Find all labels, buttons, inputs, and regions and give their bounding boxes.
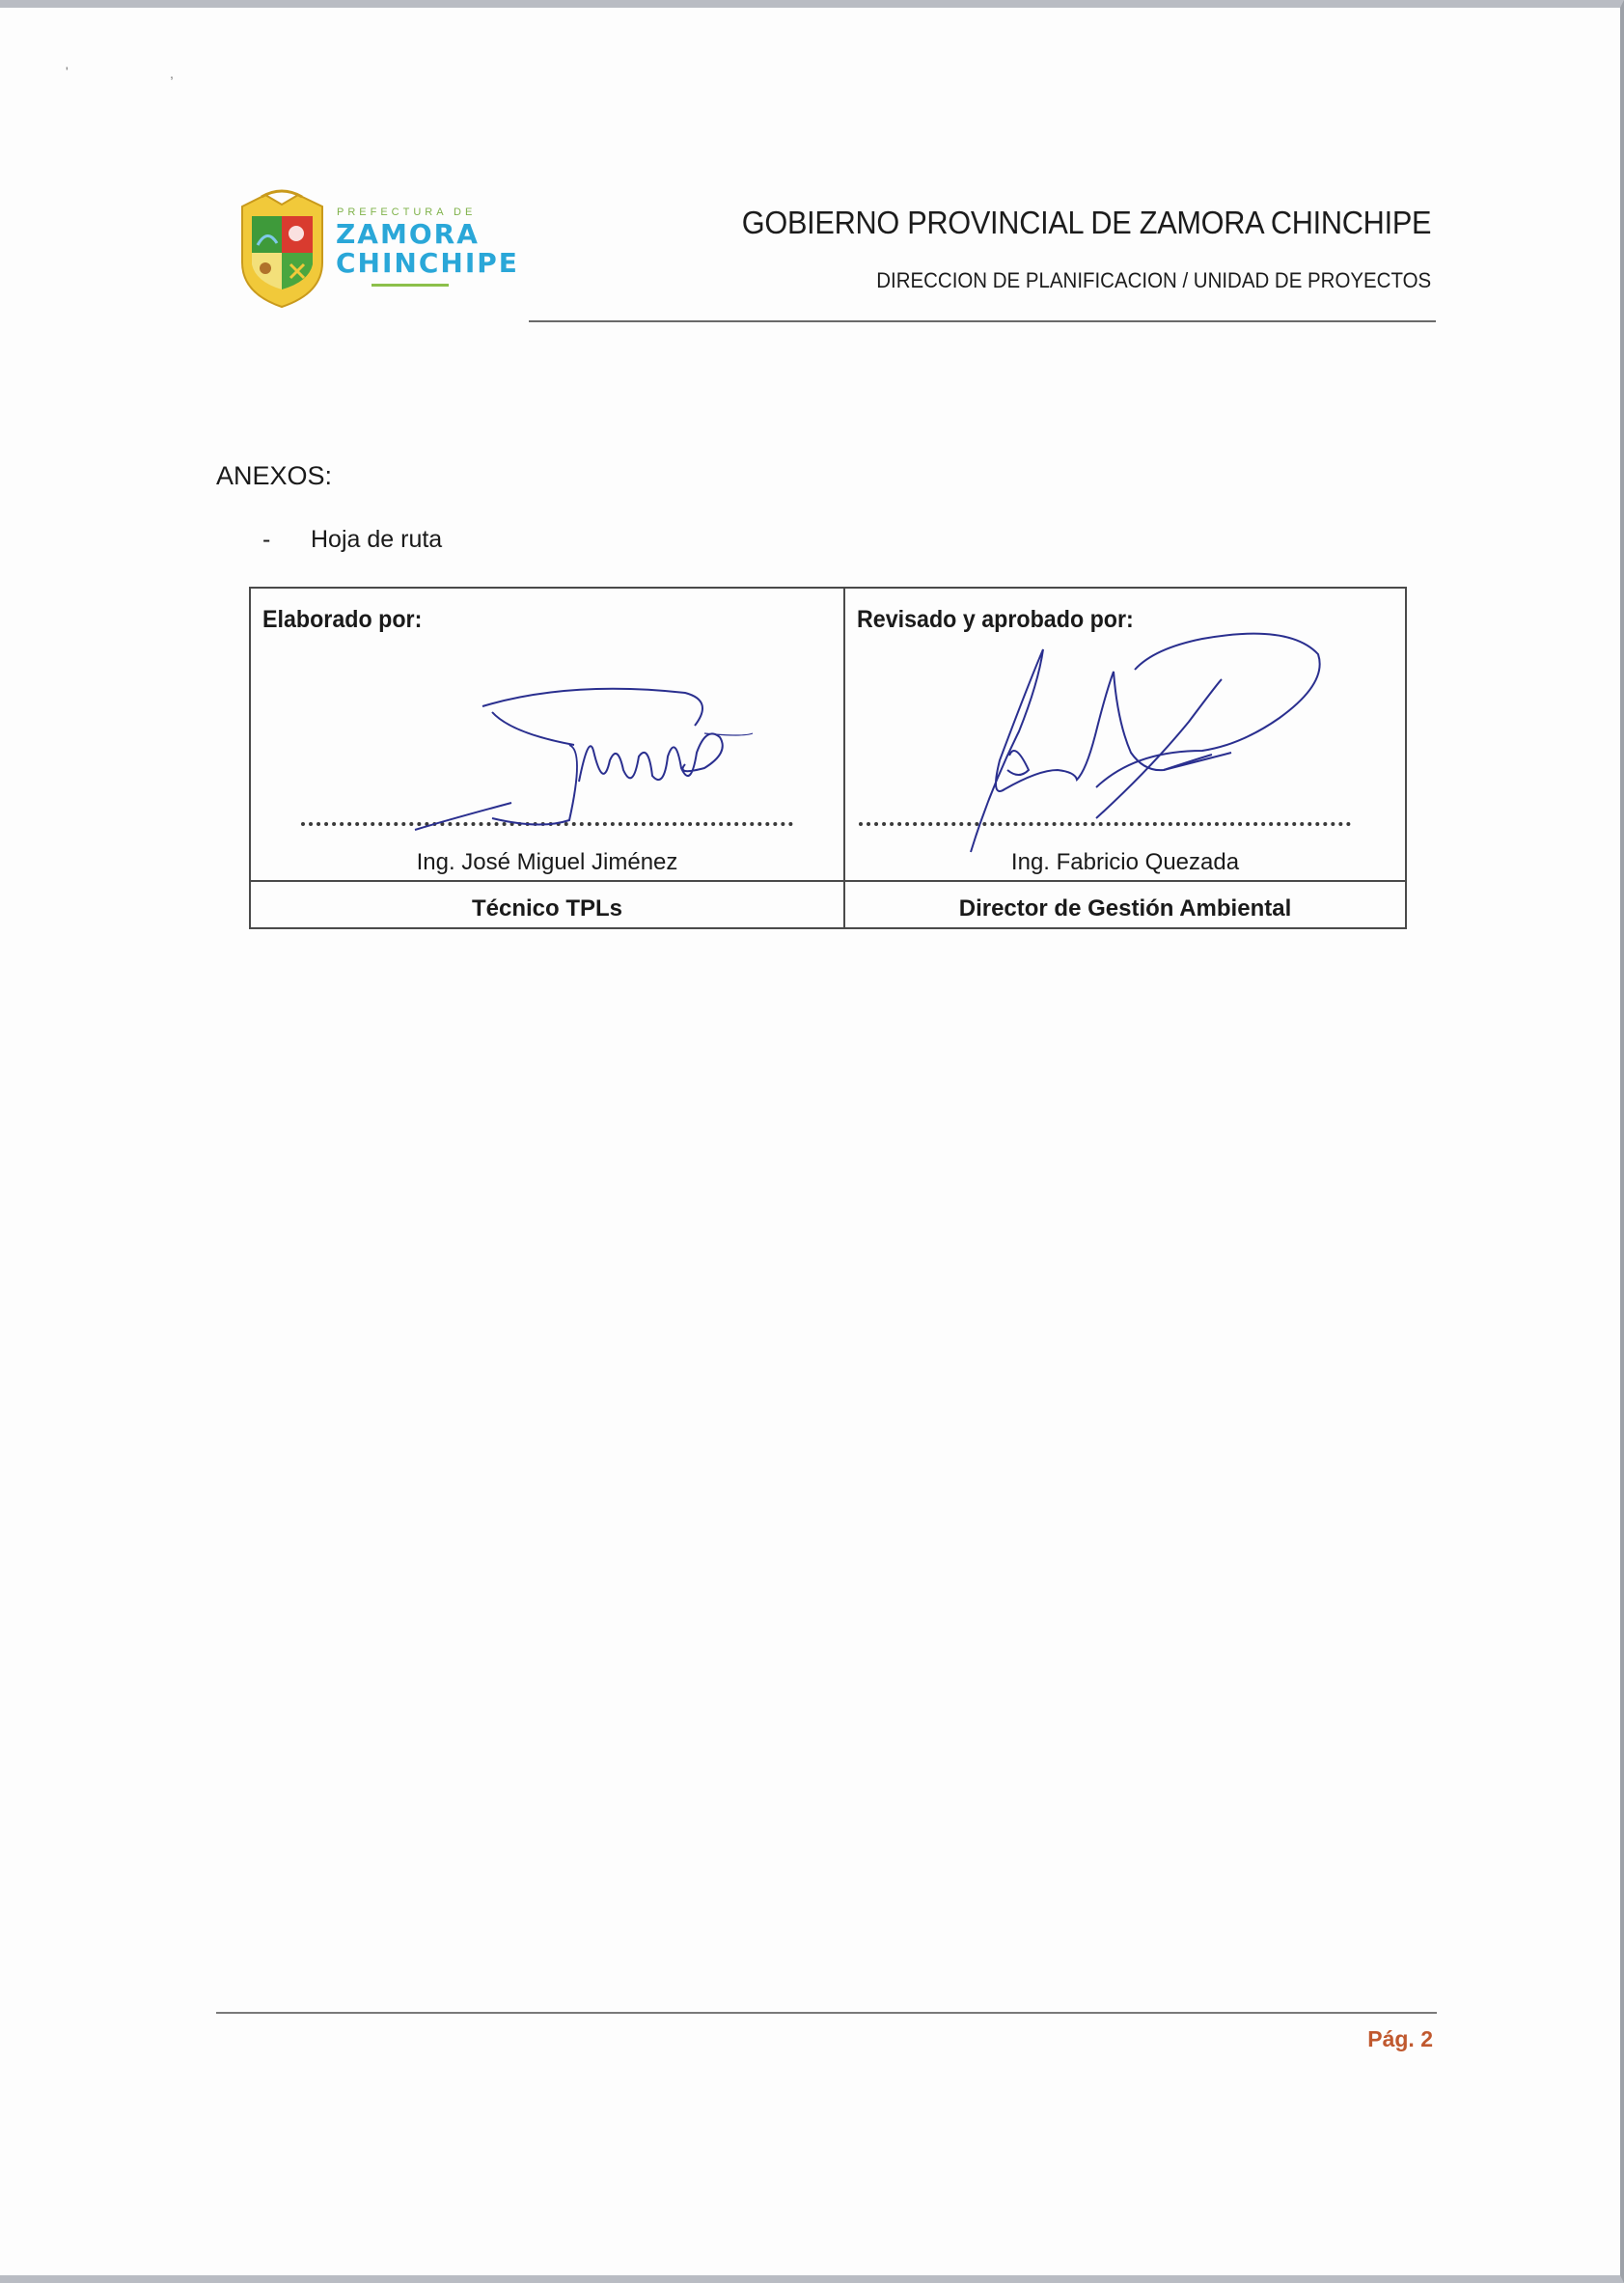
signature-dotted-line (859, 822, 1351, 826)
signature-dotted-line (301, 822, 793, 826)
logo-word-zamora: ZAMORA (336, 218, 480, 250)
approved-by-role: Director de Gestión Ambiental (958, 895, 1292, 921)
approved-by-label: Revisado y aprobado por: (857, 606, 1134, 633)
list-bullet: - (262, 526, 271, 553)
annexes-heading: ANEXOS: (216, 461, 333, 490)
prepared-by-name: Ing. José Miguel Jiménez (416, 849, 678, 875)
coat-of-arms-icon (236, 187, 328, 311)
signature-table (249, 587, 1407, 929)
row-divider (845, 880, 1405, 882)
prepared-by-label: Elaborado por: (262, 606, 423, 633)
annex-list-item (262, 526, 442, 554)
approved-by-name: Ing. Fabricio Quezada (1010, 849, 1240, 875)
signature-cell-prepared (251, 589, 845, 927)
signature-cell-approved (845, 589, 1405, 927)
row-divider (251, 880, 843, 882)
scan-speck: , (170, 66, 174, 81)
scan-speck: ' (66, 64, 69, 79)
header-divider (529, 320, 1436, 322)
prepared-by-role: Técnico TPLs (471, 895, 623, 921)
header-title: GOBIERNO PROVINCIAL DE ZAMORA CHINCHIPE (741, 205, 1431, 240)
logo-word-chinchipe: CHINCHIPE (336, 247, 519, 279)
logo-prefix-text: PREFECTURA DE (337, 206, 477, 218)
header-subtitle: DIRECCION DE PLANIFICACION / UNIDAD DE PROYECTOS (876, 268, 1431, 292)
footer-divider (216, 2012, 1437, 2014)
logo-underline (372, 284, 449, 287)
page-number: Pág. 2 (1367, 2026, 1433, 2051)
annex-item-text: Hoja de ruta (311, 526, 443, 553)
prefectura-logo (236, 187, 519, 313)
